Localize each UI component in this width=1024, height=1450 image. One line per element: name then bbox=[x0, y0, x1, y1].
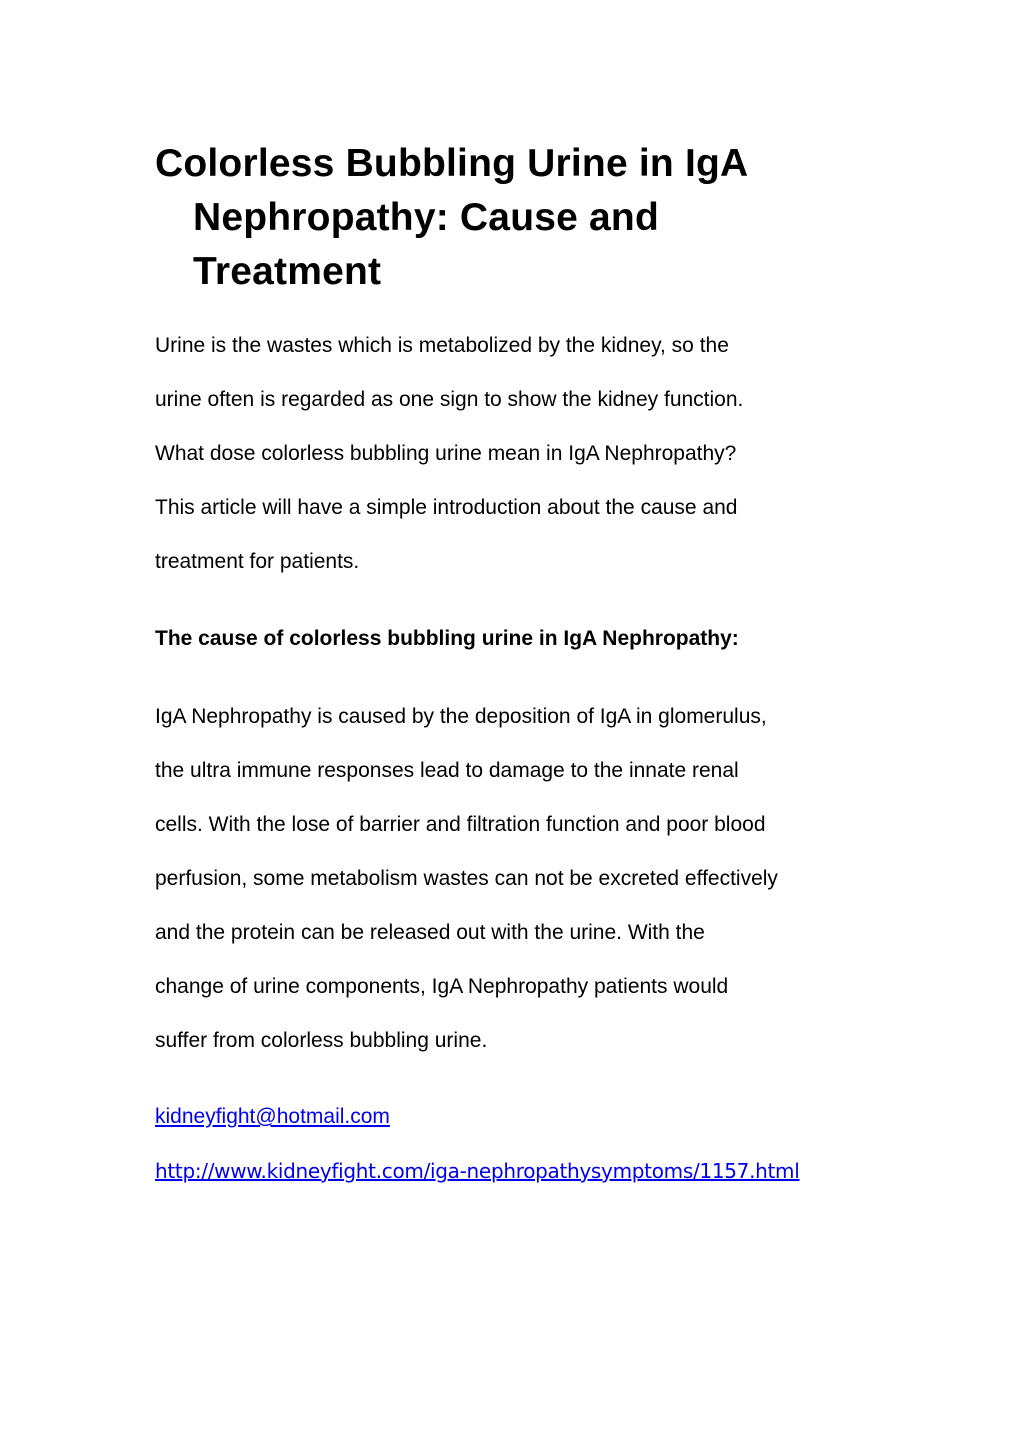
paragraph-line: What dose colorless bubbling urine mean in IgA Nephropathy? bbox=[155, 442, 737, 465]
paragraph-line: Urine is the wastes which is metabolized by the kidney, so the bbox=[155, 334, 729, 357]
paragraph-line: perfusion, some metabolism wastes can not be excreted effectively bbox=[155, 867, 778, 890]
cause-paragraph bbox=[155, 706, 915, 1054]
title-line: Nephropathy: Cause and bbox=[193, 196, 659, 239]
paragraph-line: This article will have a simple introduction about the cause and bbox=[155, 496, 738, 519]
paragraph-line: the ultra immune responses lead to damage to the innate renal bbox=[155, 759, 739, 782]
paragraph-line: change of urine components, IgA Nephropathy patients would bbox=[155, 975, 729, 998]
paragraph-line: treatment for patients. bbox=[155, 550, 360, 573]
title-line: Colorless Bubbling Urine in IgA bbox=[155, 142, 749, 185]
document-title bbox=[155, 137, 855, 299]
intro-paragraph bbox=[155, 335, 915, 575]
section-heading: The cause of colorless bubbling urine in IgA Nephropathy: bbox=[155, 627, 739, 650]
paragraph-line: suffer from colorless bubbling urine. bbox=[155, 1029, 488, 1052]
paragraph-line: urine often is regarded as one sign to show the kidney function. bbox=[155, 388, 744, 411]
email-link[interactable]: kidneyfight@hotmail.com bbox=[155, 1105, 390, 1128]
paragraph-line: and the protein can be released out with the urine. With the bbox=[155, 921, 705, 944]
website-link[interactable]: http://www.kidneyfight.com/iga-nephropathysymptoms/1157.html bbox=[155, 1159, 800, 1183]
paragraph-line: IgA Nephropathy is caused by the deposition of IgA in glomerulus, bbox=[155, 705, 767, 728]
title-line: Treatment bbox=[193, 250, 382, 293]
paragraph-line: cells. With the lose of barrier and filtration function and poor blood bbox=[155, 813, 766, 836]
